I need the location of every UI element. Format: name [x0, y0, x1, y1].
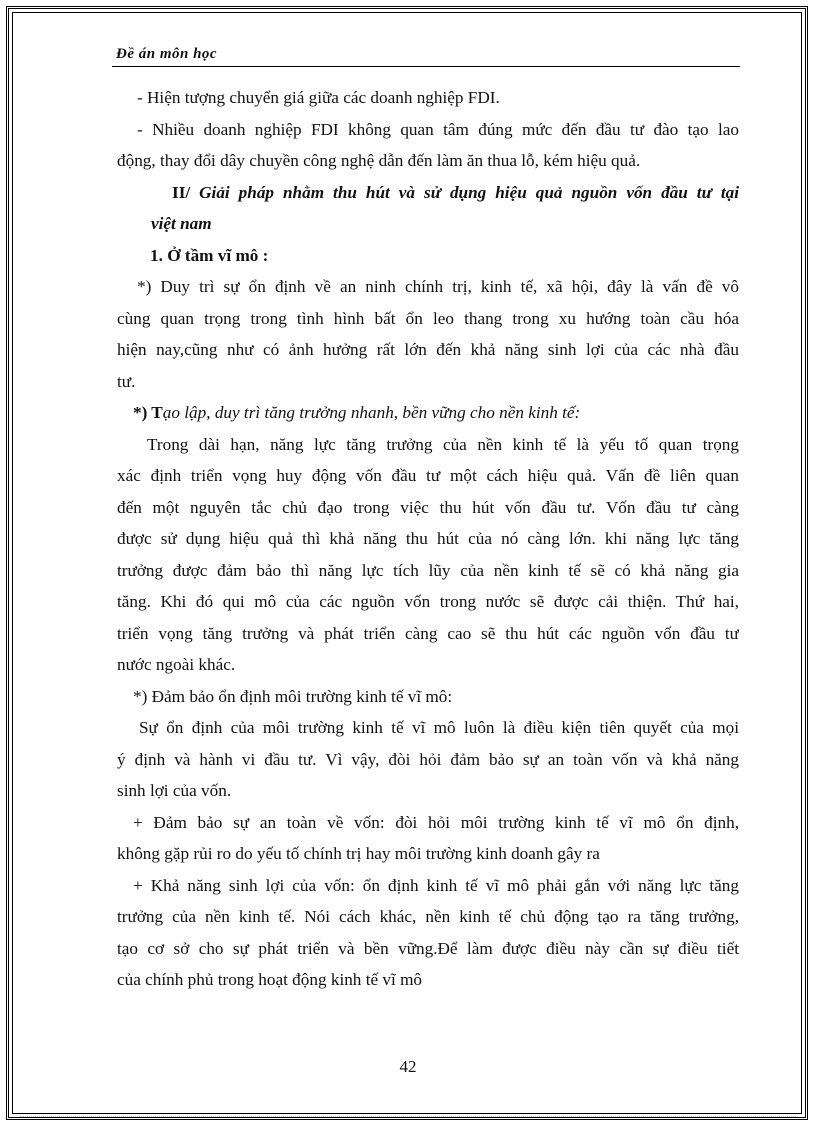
- paragraph-line: - Hiện tượng chuyển giá giữa các doanh nghiệp FDI.: [137, 88, 500, 107]
- page-bottom-divider: [20, 1116, 796, 1117]
- paragraph-line: tạo cơ sở cho sự phát triển và bền vững.Để làm được điều này cần sự điều tiết: [117, 938, 739, 958]
- paragraph-line: hiện nay,cũng như có ảnh hưởng rất lớn đến khả năng sinh lợi của các nhà đầu: [117, 340, 739, 359]
- page-number: 42: [399, 1057, 417, 1076]
- subsection-heading: 1. Ở tầm vĩ mô :: [150, 245, 269, 265]
- paragraph-line: - Nhiều doanh nghiệp FDI không quan tâm đúng mức đến đầu tư đào tạo lao: [137, 119, 739, 139]
- paragraph-line: được sử dụng hiệu quả thì khả năng thu hút của nó càng lớn. khi năng lực tăng: [117, 529, 739, 548]
- paragraph-line: *) Duy trì sự ổn định về an ninh chính trị, kinh tế, xã hội, đây là vấn đề vô: [137, 277, 739, 296]
- paragraph-line: triển vọng tăng trưởng và phát triển càng cao sẽ thu hút các nguồn vốn đầu tư: [117, 623, 739, 643]
- paragraph-heading-text: ạo lập, duy trì tăng trưởng nhanh, bền vững cho nền kinh tế:: [162, 403, 581, 422]
- paragraph-line: + Khả năng sinh lợi của vốn: ổn định kinh tế vĩ mô phải gắn với năng lực tăng: [133, 875, 739, 895]
- paragraph-line: trưởng của nền kinh tế. Nói cách khác, nền kinh tế chủ động tạo ra tăng trưởng,: [117, 907, 739, 926]
- paragraph-heading: [117, 397, 739, 429]
- paragraph-line: nước ngoài khác.: [117, 655, 236, 674]
- document-body: [117, 82, 739, 996]
- section-title-line: Giải pháp nhằm thu hút và sử dụng hiệu quả nguồn vốn đầu tư tại: [199, 182, 739, 202]
- paragraph-line: Trong dài hạn, năng lực tăng trưởng của nền kinh tế là yếu tố quan trọng: [147, 434, 739, 454]
- paragraph-heading-prefix: *) T: [133, 403, 163, 422]
- paragraph-line: xác định triển vọng huy động vốn đầu tư một cách hiệu quả. Vấn đề liên quan: [117, 466, 739, 485]
- paragraph-line: ý định và hành vi đầu tư. Vì vậy, đòi hỏi đảm bảo sự an toàn vốn và khả năng: [117, 749, 739, 769]
- header-title: Đề án môn học: [116, 46, 218, 62]
- paragraph-line: + Đảm bảo sự an toàn về vốn: đòi hỏi môi trường kinh tế vĩ mô ổn định,: [133, 812, 739, 832]
- paragraph-heading: *) Đảm bảo ổn định môi trường kinh tế vĩ mô:: [133, 686, 453, 706]
- paragraph-line: tư.: [117, 371, 136, 391]
- section-heading: [117, 177, 739, 209]
- paragraph-line: Sự ổn định của môi trường kinh tế vĩ mô luôn là điều kiện tiên quyết của mọi: [139, 718, 739, 737]
- page-header: [112, 44, 740, 67]
- paragraph-line: trưởng được đảm bảo thì năng lực tích lũy của nền kinh tế sẽ có khả năng gia: [117, 560, 739, 580]
- paragraph-line: của chính phủ trong hoạt động kinh tế vĩ mô: [117, 970, 423, 989]
- section-number: II/: [172, 182, 191, 202]
- paragraph-line: động, thay đổi dây chuyền công nghệ dẫn đến làm ăn thua lỗ, kém hiệu quả.: [117, 151, 641, 170]
- paragraph-line: sinh lợi của vốn.: [117, 781, 232, 800]
- paragraph-line: cùng quan trọng trong tình hình bất ổn leo thang trong xu hướng toàn cầu hóa: [117, 308, 739, 328]
- paragraph-line: tăng. Khi đó qui mô của các nguồn vốn trong nước sẽ được cải thiện. Thứ hai,: [117, 592, 739, 611]
- section-title-line: việt nam: [151, 214, 212, 233]
- paragraph-line: đến một nguyên tắc chủ đạo trong việc thu hút vốn đầu tư. Vốn đầu tư càng: [117, 497, 739, 517]
- paragraph-line: không gặp rủi ro do yếu tố chính trị hay môi trường kinh doanh gây ra: [117, 844, 600, 863]
